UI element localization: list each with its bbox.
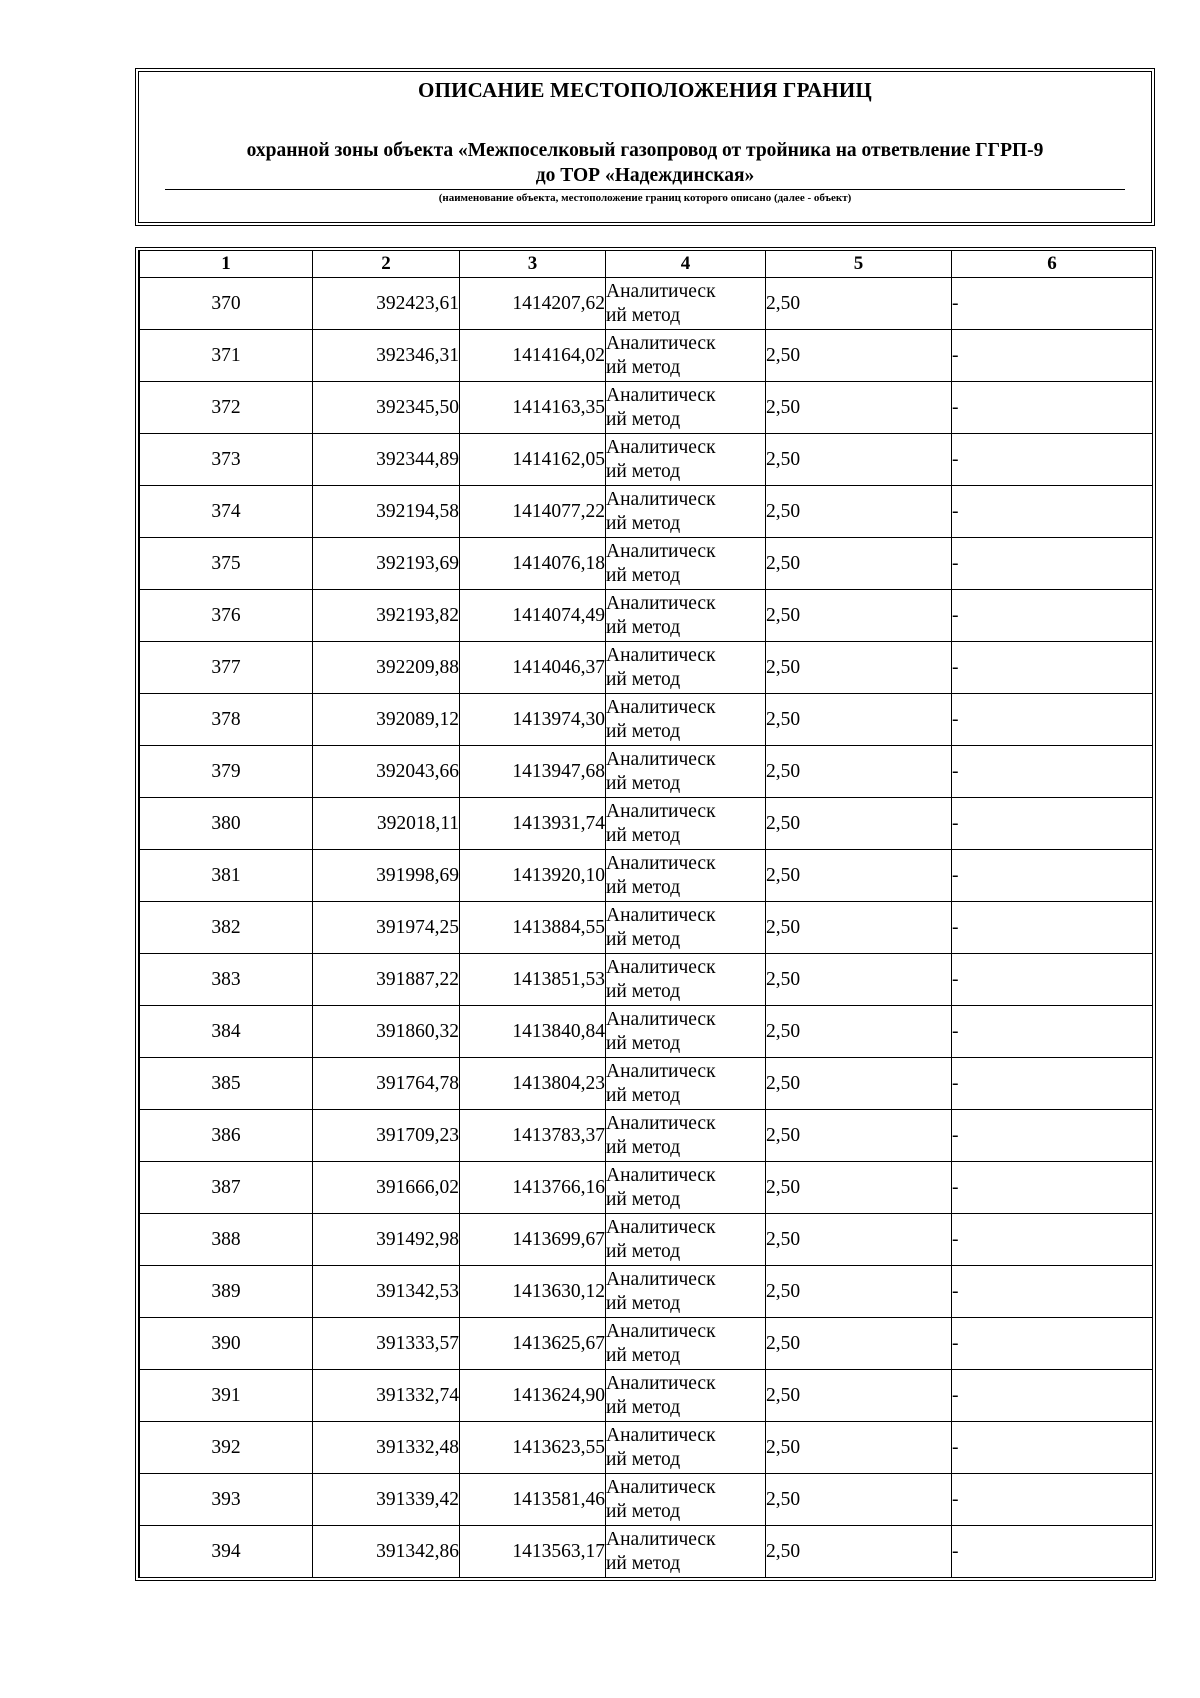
y-coordinate-cell: 1413623,55 [460, 1422, 606, 1474]
accuracy-cell: 2,50 [766, 382, 952, 434]
description-cell: - [952, 590, 1153, 642]
x-coordinate-cell: 391860,32 [313, 1006, 460, 1058]
x-coordinate-cell: 391342,86 [313, 1526, 460, 1578]
point-number-cell: 376 [140, 590, 313, 642]
x-coordinate-cell: 391339,42 [313, 1474, 460, 1526]
point-number-cell: 371 [140, 330, 313, 382]
point-number-cell: 393 [140, 1474, 313, 1526]
x-coordinate-cell: 392193,69 [313, 538, 460, 590]
accuracy-cell: 2,50 [766, 850, 952, 902]
object-caption: (наименование объекта, местоположение границ которого описано (далее - объект) [438, 192, 852, 204]
point-number-cell: 377 [140, 642, 313, 694]
x-coordinate-cell: 392194,58 [313, 486, 460, 538]
accuracy-cell: 2,50 [766, 1214, 952, 1266]
point-number-cell: 378 [140, 694, 313, 746]
x-coordinate-cell: 392193,82 [313, 590, 460, 642]
accuracy-cell: 2,50 [766, 642, 952, 694]
x-coordinate-cell: 391974,25 [313, 902, 460, 954]
method-cell: Аналитическ ий метод [606, 1370, 766, 1422]
x-coordinate-cell: 391887,22 [313, 954, 460, 1006]
y-coordinate-cell: 1414074,49 [460, 590, 606, 642]
method-cell: Аналитическ ий метод [606, 746, 766, 798]
method-cell: Аналитическ ий метод [606, 694, 766, 746]
point-number-cell: 374 [140, 486, 313, 538]
document-title: ОПИСАНИЕ МЕСТОПОЛОЖЕНИЯ ГРАНИЦ [418, 78, 872, 102]
y-coordinate-cell: 1413624,90 [460, 1370, 606, 1422]
point-number-cell: 392 [140, 1422, 313, 1474]
description-cell: - [952, 746, 1153, 798]
description-cell: - [952, 1110, 1153, 1162]
accuracy-cell: 2,50 [766, 1110, 952, 1162]
point-number-cell: 390 [140, 1318, 313, 1370]
y-coordinate-cell: 1413699,67 [460, 1214, 606, 1266]
y-coordinate-cell: 1413766,16 [460, 1162, 606, 1214]
x-coordinate-cell: 391709,23 [313, 1110, 460, 1162]
table-row [140, 1110, 1153, 1162]
point-number-cell: 394 [140, 1526, 313, 1578]
y-coordinate-cell: 1414077,22 [460, 486, 606, 538]
x-coordinate-cell: 392018,11 [313, 798, 460, 850]
table-row [140, 1318, 1153, 1370]
point-number-cell: 372 [140, 382, 313, 434]
description-cell: - [952, 1370, 1153, 1422]
accuracy-cell: 2,50 [766, 1318, 952, 1370]
description-cell: - [952, 538, 1153, 590]
accuracy-cell: 2,50 [766, 902, 952, 954]
accuracy-cell: 2,50 [766, 1370, 952, 1422]
x-coordinate-cell: 391764,78 [313, 1058, 460, 1110]
y-coordinate-cell: 1413804,23 [460, 1058, 606, 1110]
y-coordinate-cell: 1413920,10 [460, 850, 606, 902]
table-row [140, 590, 1153, 642]
y-coordinate-cell: 1413947,68 [460, 746, 606, 798]
method-cell: Аналитическ ий метод [606, 642, 766, 694]
point-number-cell: 381 [140, 850, 313, 902]
description-cell: - [952, 1526, 1153, 1578]
y-coordinate-cell: 1414076,18 [460, 538, 606, 590]
accuracy-cell: 2,50 [766, 1474, 952, 1526]
method-cell: Аналитическ ий метод [606, 1318, 766, 1370]
document-header [138, 71, 1152, 223]
method-cell: Аналитическ ий метод [606, 434, 766, 486]
table-row [140, 746, 1153, 798]
header-divider [165, 189, 1125, 190]
method-cell: Аналитическ ий метод [606, 1214, 766, 1266]
y-coordinate-cell: 1413931,74 [460, 798, 606, 850]
table-row [140, 1370, 1153, 1422]
table-row [140, 382, 1153, 434]
description-cell: - [952, 1422, 1153, 1474]
point-number-cell: 391 [140, 1370, 313, 1422]
table-row [140, 642, 1153, 694]
table-row [140, 1526, 1153, 1578]
method-cell: Аналитическ ий метод [606, 954, 766, 1006]
point-number-cell: 380 [140, 798, 313, 850]
method-cell: Аналитическ ий метод [606, 486, 766, 538]
method-cell: Аналитическ ий метод [606, 1266, 766, 1318]
accuracy-cell: 2,50 [766, 538, 952, 590]
x-coordinate-cell: 392209,88 [313, 642, 460, 694]
accuracy-cell: 2,50 [766, 1006, 952, 1058]
method-cell: Аналитическ ий метод [606, 902, 766, 954]
y-coordinate-cell: 1414046,37 [460, 642, 606, 694]
description-cell: - [952, 850, 1153, 902]
table-row [140, 538, 1153, 590]
description-cell: - [952, 1162, 1153, 1214]
x-coordinate-cell: 392089,12 [313, 694, 460, 746]
method-cell: Аналитическ ий метод [606, 1526, 766, 1578]
table-row [140, 902, 1153, 954]
point-number-cell: 389 [140, 1266, 313, 1318]
table-row [140, 434, 1153, 486]
description-cell: - [952, 1214, 1153, 1266]
y-coordinate-cell: 1414164,02 [460, 330, 606, 382]
accuracy-cell: 2,50 [766, 278, 952, 330]
method-cell: Аналитическ ий метод [606, 590, 766, 642]
table-row [140, 954, 1153, 1006]
y-coordinate-cell: 1414162,05 [460, 434, 606, 486]
accuracy-cell: 2,50 [766, 1058, 952, 1110]
method-cell: Аналитическ ий метод [606, 382, 766, 434]
method-cell: Аналитическ ий метод [606, 1162, 766, 1214]
x-coordinate-cell: 391333,57 [313, 1318, 460, 1370]
point-number-cell: 382 [140, 902, 313, 954]
table-row [140, 278, 1153, 330]
description-cell: - [952, 1474, 1153, 1526]
object-name-line-2: до ТОР «Надеждинская» [535, 165, 755, 186]
coordinates-table-frame [138, 250, 1153, 1578]
method-cell: Аналитическ ий метод [606, 1474, 766, 1526]
accuracy-cell: 2,50 [766, 434, 952, 486]
table-row [140, 850, 1153, 902]
table-row [140, 694, 1153, 746]
method-cell: Аналитическ ий метод [606, 850, 766, 902]
description-cell: - [952, 1006, 1153, 1058]
y-coordinate-cell: 1413840,84 [460, 1006, 606, 1058]
y-coordinate-cell: 1413974,30 [460, 694, 606, 746]
table-row [140, 1006, 1153, 1058]
y-coordinate-cell: 1413783,37 [460, 1110, 606, 1162]
column-header: 5 [766, 251, 952, 278]
column-header: 4 [606, 251, 766, 278]
accuracy-cell: 2,50 [766, 1422, 952, 1474]
column-header: 2 [313, 251, 460, 278]
accuracy-cell: 2,50 [766, 954, 952, 1006]
description-cell: - [952, 1266, 1153, 1318]
description-cell: - [952, 278, 1153, 330]
description-cell: - [952, 1058, 1153, 1110]
description-cell: - [952, 434, 1153, 486]
y-coordinate-cell: 1413851,53 [460, 954, 606, 1006]
x-coordinate-cell: 392344,89 [313, 434, 460, 486]
accuracy-cell: 2,50 [766, 486, 952, 538]
x-coordinate-cell: 391332,48 [313, 1422, 460, 1474]
y-coordinate-cell: 1414163,35 [460, 382, 606, 434]
column-header: 3 [460, 251, 606, 278]
table-row [140, 486, 1153, 538]
x-coordinate-cell: 392346,31 [313, 330, 460, 382]
table-row [140, 1058, 1153, 1110]
point-number-cell: 383 [140, 954, 313, 1006]
description-cell: - [952, 798, 1153, 850]
table-row [140, 1422, 1153, 1474]
x-coordinate-cell: 391492,98 [313, 1214, 460, 1266]
method-cell: Аналитическ ий метод [606, 798, 766, 850]
accuracy-cell: 2,50 [766, 1526, 952, 1578]
point-number-cell: 370 [140, 278, 313, 330]
method-cell: Аналитическ ий метод [606, 278, 766, 330]
y-coordinate-cell: 1413625,67 [460, 1318, 606, 1370]
accuracy-cell: 2,50 [766, 798, 952, 850]
point-number-cell: 386 [140, 1110, 313, 1162]
x-coordinate-cell: 391342,53 [313, 1266, 460, 1318]
x-coordinate-cell: 392423,61 [313, 278, 460, 330]
y-coordinate-cell: 1413563,17 [460, 1526, 606, 1578]
method-cell: Аналитическ ий метод [606, 330, 766, 382]
point-number-cell: 387 [140, 1162, 313, 1214]
object-name [159, 138, 1131, 188]
point-number-cell: 379 [140, 746, 313, 798]
y-coordinate-cell: 1413581,46 [460, 1474, 606, 1526]
x-coordinate-cell: 391666,02 [313, 1162, 460, 1214]
table-header-row [140, 251, 1153, 278]
table-body [140, 278, 1153, 1578]
accuracy-cell: 2,50 [766, 694, 952, 746]
method-cell: Аналитическ ий метод [606, 538, 766, 590]
accuracy-cell: 2,50 [766, 746, 952, 798]
table-row [140, 1162, 1153, 1214]
table-row [140, 1214, 1153, 1266]
description-cell: - [952, 330, 1153, 382]
description-cell: - [952, 902, 1153, 954]
x-coordinate-cell: 392043,66 [313, 746, 460, 798]
method-cell: Аналитическ ий метод [606, 1006, 766, 1058]
description-cell: - [952, 694, 1153, 746]
y-coordinate-cell: 1414207,62 [460, 278, 606, 330]
accuracy-cell: 2,50 [766, 1266, 952, 1318]
table-row [140, 1266, 1153, 1318]
description-cell: - [952, 642, 1153, 694]
table-row [140, 1474, 1153, 1526]
table-row [140, 330, 1153, 382]
column-header: 6 [952, 251, 1153, 278]
description-cell: - [952, 486, 1153, 538]
accuracy-cell: 2,50 [766, 1162, 952, 1214]
point-number-cell: 375 [140, 538, 313, 590]
point-number-cell: 373 [140, 434, 313, 486]
x-coordinate-cell: 391998,69 [313, 850, 460, 902]
y-coordinate-cell: 1413884,55 [460, 902, 606, 954]
y-coordinate-cell: 1413630,12 [460, 1266, 606, 1318]
x-coordinate-cell: 392345,50 [313, 382, 460, 434]
point-number-cell: 388 [140, 1214, 313, 1266]
object-name-line-1: охранной зоны объекта «Межпоселковый газопровод от тройника на ответвление ГГРП-9 [246, 140, 1044, 161]
method-cell: Аналитическ ий метод [606, 1422, 766, 1474]
column-header: 1 [140, 251, 313, 278]
accuracy-cell: 2,50 [766, 330, 952, 382]
point-number-cell: 385 [140, 1058, 313, 1110]
description-cell: - [952, 382, 1153, 434]
x-coordinate-cell: 391332,74 [313, 1370, 460, 1422]
method-cell: Аналитическ ий метод [606, 1110, 766, 1162]
description-cell: - [952, 1318, 1153, 1370]
coordinates-table [139, 250, 1153, 1578]
point-number-cell: 384 [140, 1006, 313, 1058]
method-cell: Аналитическ ий метод [606, 1058, 766, 1110]
table-row [140, 798, 1153, 850]
description-cell: - [952, 954, 1153, 1006]
accuracy-cell: 2,50 [766, 590, 952, 642]
